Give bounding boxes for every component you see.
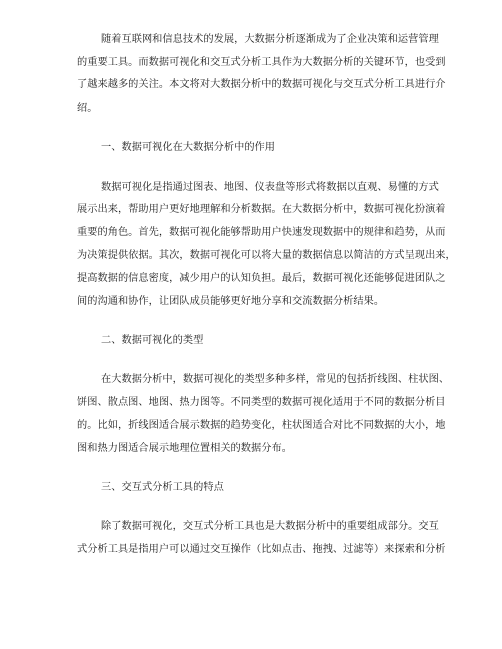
section2-line-1: 在大数据分析中，数据可视化的类型多种多样，常见的包括折线图、柱状图、 [101,374,450,385]
section-heading-2: 二、数据可视化的类型 [101,335,204,346]
section3-line-1: 除了数据可视化，交互式分析工具也是大数据分析中的重要组成部分。交互 [101,521,439,532]
section1-line-1: 数据可视化是指通过图表、地图、仪表盘等形式将数据以直观、易懂的方式 [101,182,439,193]
section2-line-3: 的。比如，折线图适合展示数据的趋势变化，柱状图适合对比不同数据的大小，地 [77,420,446,431]
intro-line-3: 了越来越多的关注。本文将对大数据分析中的数据可视化与交互式分析工具进行介 [77,79,446,90]
section1-line-4: 为决策提供依据。其次，数据可视化可以将大量的数据信息以简洁的方式呈现出来， [77,250,456,261]
intro-line-1: 随着互联网和信息技术的发展，大数据分析逐渐成为了企业决策和运营管理 [101,34,439,45]
section-heading-3: 三、交互式分析工具的特点 [101,482,224,493]
section2-line-2: 饼图、散点图、地图、热力图等。不同类型的数据可视化适用于不同的数据分析目 [77,397,446,408]
section1-line-3: 重要的角色。首先，数据可视化能够帮助用户快速发现数据中的规律和趋势，从而 [77,227,446,238]
section3-line-2: 式分析工具是指用户可以通过交互操作（比如点击、拖拽、过滤等）来探索和分析 [77,544,446,555]
section-heading-1: 一、数据可视化在大数据分析中的作用 [101,142,276,153]
section1-line-5: 提高数据的信息密度，减少用户的认知负担。最后，数据可视化还能够促进团队之 [77,273,446,284]
section1-line-2: 展示出来，帮助用户更好地理解和分析数据。在大数据分析中，数据可视化扮演着 [77,204,446,215]
section1-line-6: 间的沟通和协作，让团队成员能够更好地分享和交流数据分析结果。 [77,296,385,307]
intro-line-2: 的重要工具。而数据可视化和交互式分析工具作为大数据分析的关键环节，也受到 [77,57,446,68]
section2-line-4: 图和热力图适合展示地理位置相关的数据分布。 [77,443,292,454]
intro-line-4: 绍。 [77,103,98,114]
